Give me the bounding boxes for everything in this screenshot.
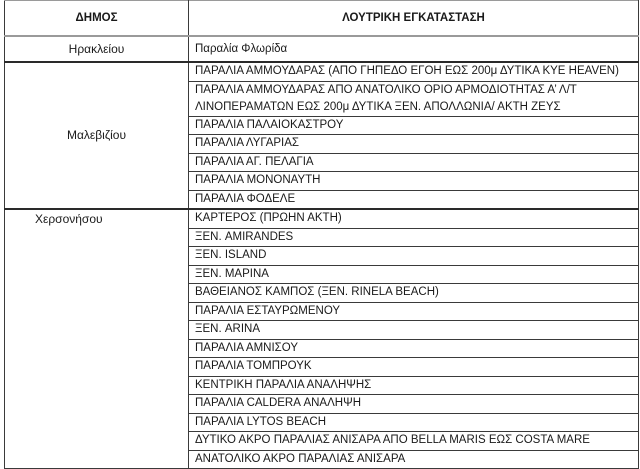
- facility-cell: Παραλία Φλωρίδα: [189, 36, 639, 62]
- facility-cell: ΞΕΝ. ARINA: [189, 321, 639, 340]
- municipality-cell-heraklion: Ηρακλείου: [5, 36, 189, 62]
- table-row: [5, 36, 639, 62]
- facility-cell: ΒΑΘΕΙΑΝΟΣ ΚΑΜΠΟΣ (ΞΕΝ. RINELA BEACH): [189, 284, 639, 303]
- facility-cell: ΑΝΑΤΟΛΙΚΟ ΑΚΡΟ ΠΑΡΑΛΙΑΣ ΑΝΙΣΑΡΑ: [189, 450, 639, 469]
- facility-cell: ΞΕΝ. ISLAND: [189, 247, 639, 266]
- facility-cell: ΠΑΡΑΛΙΑ LYTOS BEACH: [189, 413, 639, 432]
- facility-cell: ΠΑΡΑΛΙΑ ΠΑΛΑΙΟΚΑΣΤΡΟΥ: [189, 116, 639, 135]
- bathing-facilities-table: [4, 0, 639, 469]
- municipality-cell-malevizi: Μαλεβιζίου: [5, 62, 189, 209]
- facility-cell: ΠΑΡΑΛΙΑ ΦΟΔΕΛΕ: [189, 190, 639, 209]
- facility-cell: ΞΕΝ. ΜΑΡΙΝΑ: [189, 265, 639, 284]
- facility-cell: ΠΑΡΑΛΙΑ ΑΜΜΟΥΔΑΡΑΣ (ΑΠΟ ΓΗΠΕΔΟ ΕΓΟΗ ΕΩΣ 200μ ΔΥΤΙΚΑ ΚΥΕ HEAVEN): [189, 62, 639, 81]
- facility-cell: ΠΑΡΑΛΙΑ ΛΥΓΑΡΙΑΣ: [189, 135, 639, 154]
- facility-cell: ΔΥΤΙΚΟ ΑΚΡΟ ΠΑΡΑΛΙΑΣ ΑΝΙΣΑΡΑ ΑΠΟ BELLA MARIS ΕΩΣ COSTA MARE: [189, 432, 639, 451]
- facility-cell: ΠΑΡΑΛΙΑ ΑΜΜΟΥΔΑΡΑΣ ΑΠΟ ΑΝΑΤΟΛΙΚΟ ΟΡΙΟ ΑΡΜΟΔΙΟΤΗΤΑΣ Α’ Λ/Τ ΛΙΝΟΠΕΡΑΜΑΤΩΝ ΕΩΣ 200μ ΔΥΤΙΚΑ ΞΕΝ. ΑΠΟΛΛΩΝΙΑ/ ΑΚΤΗ ΖΕΥΣ: [189, 81, 639, 116]
- facility-cell: ΠΑΡΑΛΙΑ ΕΣΤΑΥΡΩΜΕΝΟΥ: [189, 302, 639, 321]
- facility-cell: ΞΕΝ. AMIRANDES: [189, 228, 639, 247]
- table-row: [5, 209, 639, 228]
- municipality-cell-hersonissos: Χερσονήσου: [5, 209, 189, 469]
- facility-cell: ΠΑΡΑΛΙΑ ΑΓ. ΠΕΛΑΓΙΑ: [189, 153, 639, 172]
- header-municipality: ΔΗΜΟΣ: [5, 1, 189, 37]
- header-bathing-facility: ΛΟΥΤΡΙΚΗ ΕΓΚΑΤΑΣΤΑΣΗ: [189, 1, 639, 37]
- facility-cell: ΠΑΡΑΛΙΑ ΜΟΝΟΝΑΥΤΗ: [189, 172, 639, 191]
- facility-cell: ΠΑΡΑΛΙΑ ΤΟΜΠΡΟΥΚ: [189, 358, 639, 377]
- facility-cell: ΠΑΡΑΛΙΑ ΑΜΝΙΣΟΥ: [189, 339, 639, 358]
- facility-cell: ΚΑΡΤΕΡΟΣ (ΠΡΩΗΝ ΑΚΤΗ): [189, 209, 639, 228]
- table-header-row: [5, 1, 639, 37]
- facility-cell: ΚΕΝΤΡΙΚΗ ΠΑΡΑΛΙΑ ΑΝΑΛΗΨΗΣ: [189, 376, 639, 395]
- facility-cell: ΠΑΡΑΛΙΑ CALDERA ΑΝΑΛΗΨΗ: [189, 395, 639, 414]
- table-row: [5, 62, 639, 81]
